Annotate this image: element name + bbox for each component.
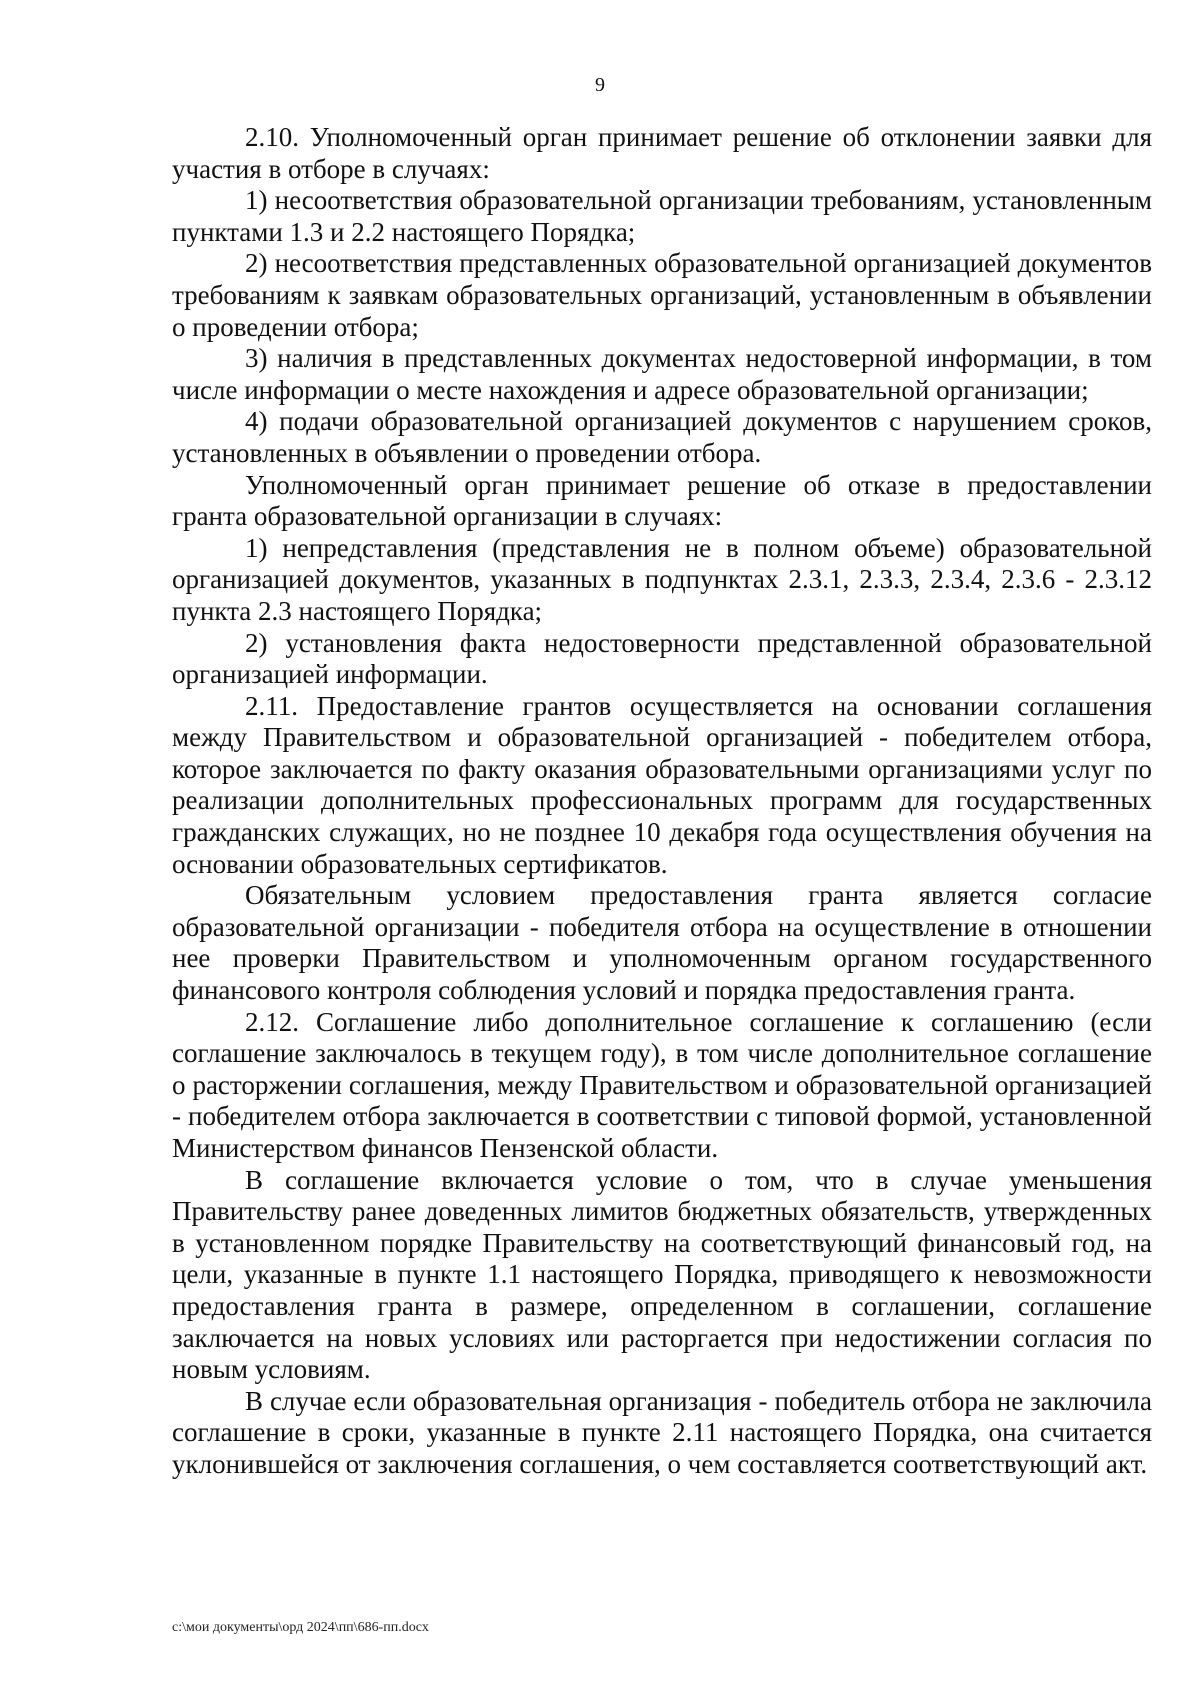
paragraph-2-12: 2.12. Соглашение либо дополнительное соглашение к соглашению (если соглашение заключалось в текущем году), в том числе дополнительное соглашение о расторжении соглашения, между Правительством и образовательной организацией - победителем отбора заключается в соответствии с типовой формой, установленной Министерством финансов Пензенской области.: [172, 1006, 1152, 1163]
paragraph-refusal-item-2: 2) установления факта недостоверности представленной образовательной организацией информации.: [172, 627, 1152, 690]
paragraph-evasion: В случае если образовательная организация - победитель отбора не заключила соглашение в сроки, указанные в пункте 2.11 настоящего Порядка, она считается уклонившейся от заключения соглашения, о чем составляется соответствующий акт.: [172, 1385, 1152, 1479]
paragraph-agreement-condition: В соглашение включается условие о том, что в случае уменьшения Правительству ранее доведенных лимитов бюджетных обязательств, утвержденных в установленном порядке Правительству на соответствующий финансовый год, на цели, указанные в пункте 1.1 настоящего Порядка, приводящего к невозможности предоставления гранта в размере, определенном в соглашении, соглашение заключается на новых условиях или расторгается при недостижении согласия по новым условиям.: [172, 1164, 1152, 1385]
paragraph-refusal-intro: Уполномоченный орган принимает решение об отказе в предоставлении гранта образовательной организации в случаях:: [172, 469, 1152, 532]
page-number: 9: [595, 74, 605, 96]
paragraph-refusal-item-1: 1) непредставления (представления не в полном объеме) образовательной организацией документов, указанных в подпунктах 2.3.1, 2.3.3, 2.3.4, 2.3.6 - 2.3.12 пункта 2.3 настоящего Порядка;: [172, 532, 1152, 626]
paragraph-2-10-item-1: 1) несоответствия образовательной организации требованиям, установленным пунктами 1.3 и 2.2 настоящего Порядка;: [172, 185, 1152, 247]
paragraph-2-10-item-2: 2) несоответствия представленных образовательной организацией документов требованиям к заявкам образовательных организаций, установленным в объявлении о проведении отбора;: [172, 248, 1152, 342]
footer-file-path: c:\мои документы\орд 2024\пп\686-пп.docx: [172, 1620, 429, 1635]
paragraph-2-11: 2.11. Предоставление грантов осуществляется на основании соглашения между Правительством и образовательной организацией - победителем отбора, которое заключается по факту оказания образовательными организациями услуг по реализации дополнительных профессиональных программ для государственных гражданских служащих, но не позднее 10 декабря года осуществления обучения на основании образовательных сертификатов.: [172, 690, 1152, 879]
body-text: [172, 122, 1152, 1481]
paragraph-2-10: 2.10. Уполномоченный орган принимает решение об отклонении заявки для участия в отборе в случаях:: [172, 122, 1152, 184]
paragraph-grant-condition: Обязательным условием предоставления гранта является согласие образовательной организации - победителя отбора на осуществление в отношении нее проверки Правительством и уполномоченным органом государственного финансового контроля соблюдения условий и порядка предоставления гранта.: [172, 880, 1152, 1006]
paragraph-2-10-item-4: 4) подачи образовательной организацией документов с нарушением сроков, установленных в объявлении о проведении отбора.: [172, 406, 1152, 468]
paragraph-2-10-item-3: 3) наличия в представленных документах недостоверной информации, в том числе информации о месте нахождения и адресе образовательной организации;: [172, 343, 1152, 405]
